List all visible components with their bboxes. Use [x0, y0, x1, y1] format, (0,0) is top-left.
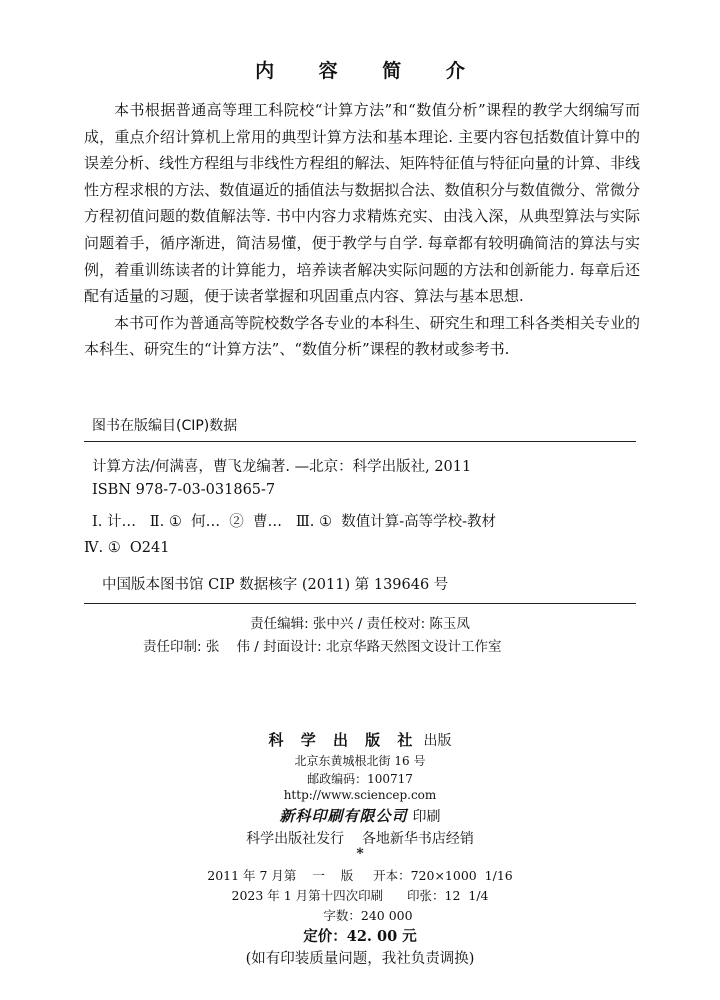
divider-top	[84, 441, 636, 442]
cip-line-1: 计算方法/何满喜，曹飞龙编著. —北京：科学出版社, 2011	[92, 459, 472, 475]
quality-notice: (如有印装质量问题，我社负责调换)	[245, 951, 475, 967]
price-value: 42. 00 元	[346, 928, 417, 945]
word-count: 字数：240 000	[323, 908, 413, 923]
cip-line-5: 中国版本图书馆 CIP 数据核字 (2011) 第 139646 号	[102, 577, 449, 593]
publisher-postcode: 邮政编码：100717	[307, 772, 413, 786]
introduction-text	[84, 97, 640, 363]
editors-line-2: 责任印制: 张 伟 / 封面设计: 北京华路天然图文设计工作室	[143, 639, 502, 655]
publisher-line	[0, 729, 720, 750]
cip-line-3: Ⅰ. 计… Ⅱ. ① 何… ② 曹… Ⅲ. ① 数值计算-高等学校-教材	[92, 514, 497, 530]
distribution-line: 科学出版社发行 各地新华书店经销	[246, 831, 474, 847]
printer-line	[0, 805, 720, 826]
publisher-name: 科 学 出 版 社	[268, 731, 419, 749]
publisher-website: http://www.sciencep.com	[283, 788, 437, 802]
cip-heading: 图书在版编目(CIP)数据	[92, 418, 238, 434]
intro-paragraph-2: 本书可作为普通高等院校数学各专业的本科生、研究生和理工科各类相关专业的本科生、研究生的“计算方法”、“数值分析”课程的教材或参考书.	[84, 313, 640, 359]
printer-suffix: 印刷	[412, 809, 441, 825]
cip-line-2: ISBN 978-7-03-031865-7	[92, 482, 276, 498]
printer-name: 新科印刷有限公司	[279, 807, 408, 825]
price-label: 定价：	[303, 929, 347, 945]
publisher-suffix: 出版	[423, 733, 452, 749]
edition-info: 2011 年 7 月第 一 版 开本：720×1000 1/16	[207, 868, 513, 883]
editors-line-1: 责任编辑: 张中兴 / 责任校对: 陈玉凤	[250, 616, 470, 632]
cip-line-4: Ⅳ. ① O241	[84, 540, 170, 556]
printing-info: 2023 年 1 月第十四次印刷 印张：12 1/4	[231, 888, 489, 903]
intro-paragraph-1: 本书根据普通高等理工科院校“计算方法”和“数值分析”课程的教学大纲编写而成，重点介绍计算机上常用的典型计算方法和基本理论. 主要内容包括数值计算中的误差分析、线性方程组与非线性方程组的解法、矩阵特征值与特征向量的计算、非线性方程求根的方法、数值逼近的插值法与数据拟合法、数值积分与数值微分、常微分方程初值问题的数值解法等. 书中内容力求精炼充实、由浅入深，从典型算法与实际问题着手，循序渐进，简洁易懂，便于教学与自学. 每章都有较明确简洁的算法与实例，着重训练读者的计算能力，培养读者解决实际问题的方法和创新能力. 每章后还配有适量的习题，便于读者掌握和巩固重点内容、算法与基本思想.	[84, 101, 640, 306]
divider-bottom	[84, 603, 636, 604]
separator-star: *	[356, 846, 364, 862]
price-line	[0, 925, 720, 946]
page-title: 内 容 简 介	[255, 60, 484, 82]
publisher-address: 北京东黄城根北街 16 号	[294, 754, 426, 768]
